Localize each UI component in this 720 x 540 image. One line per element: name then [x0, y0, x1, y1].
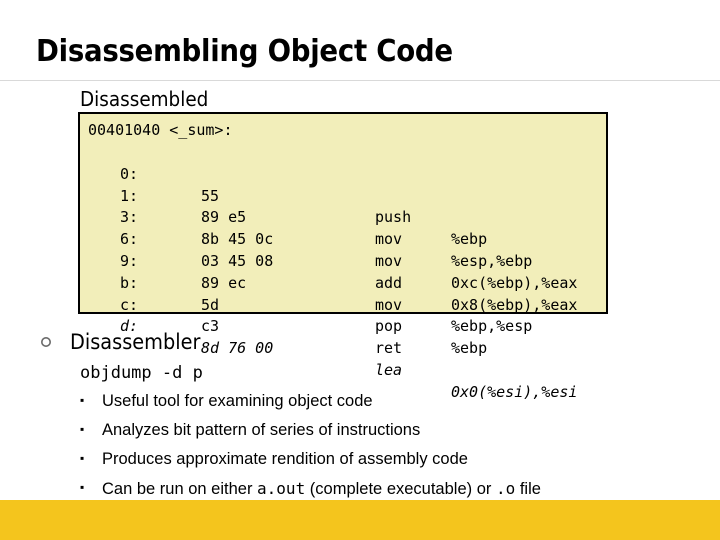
code-bytes: 5d: [201, 295, 220, 314]
inline-code-a-out: a.out: [257, 479, 306, 498]
code-op: mov: [375, 230, 403, 249]
code-op: ret: [375, 339, 403, 358]
code-op: lea: [375, 360, 403, 379]
code-addr: c:: [119, 295, 138, 314]
title-divider: [0, 80, 720, 81]
text-segment: Can be run on either: [102, 480, 258, 498]
code-bytes: 55: [201, 186, 220, 205]
list-item-text: [102, 479, 541, 499]
square-bullet-icon: ▪: [80, 480, 85, 494]
code-addr: 3:: [119, 208, 138, 227]
disassembler-heading: Disassembler: [70, 330, 201, 354]
code-addr: 0:: [119, 164, 138, 183]
square-bullet-icon: ▪: [80, 451, 85, 465]
square-bullet-icon: ▪: [80, 422, 85, 436]
code-op: push: [375, 208, 412, 227]
code-args: %esp,%ebp: [451, 251, 533, 270]
code-bytes: 89 ec: [201, 273, 247, 292]
code-bytes: 03 45 08: [201, 251, 274, 270]
code-op: mov: [375, 295, 403, 314]
code-addr: 6:: [119, 230, 138, 249]
code-bytes: 89 e5: [201, 208, 247, 227]
text-segment: file: [515, 480, 541, 498]
section-label: Disassembled: [80, 87, 209, 111]
code-args: %ebp,%esp: [451, 317, 533, 336]
text-segment: (complete executable) or: [305, 480, 496, 498]
code-bytes: 8d 76 00: [201, 339, 274, 358]
code-addr: d:: [119, 317, 138, 336]
code-args: %ebp: [451, 230, 488, 249]
code-addr: 1:: [119, 186, 138, 205]
code-op: add: [375, 273, 403, 292]
slide-title: Disassembling Object Code: [36, 34, 453, 69]
code-addr: 9:: [119, 251, 138, 270]
list-item-text: Produces approximate rendition of assembly code: [102, 450, 468, 468]
objdump-command: objdump -d p: [80, 363, 203, 383]
list-item-text: Useful tool for examining object code: [102, 392, 373, 410]
code-bytes: c3: [201, 317, 220, 336]
code-bytes: 8b 45 0c: [201, 230, 274, 249]
code-args: 0xc(%ebp),%eax: [451, 273, 578, 292]
ring-bullet-icon: [40, 336, 52, 351]
code-args: 0x0(%esi),%esi: [451, 382, 578, 401]
inline-code-o: .o: [495, 479, 516, 498]
code-op: pop: [375, 317, 403, 336]
code-header: 00401040 <_sum>:: [88, 121, 233, 139]
code-args: %ebp: [451, 339, 488, 358]
code-op: mov: [375, 251, 403, 270]
list-item-text: Analyzes bit pattern of series of instructions: [102, 421, 421, 439]
code-addr: b:: [119, 273, 138, 292]
footer-bar: [0, 500, 720, 540]
code-args: 0x8(%ebp),%eax: [451, 295, 578, 314]
square-bullet-icon: ▪: [80, 393, 85, 407]
